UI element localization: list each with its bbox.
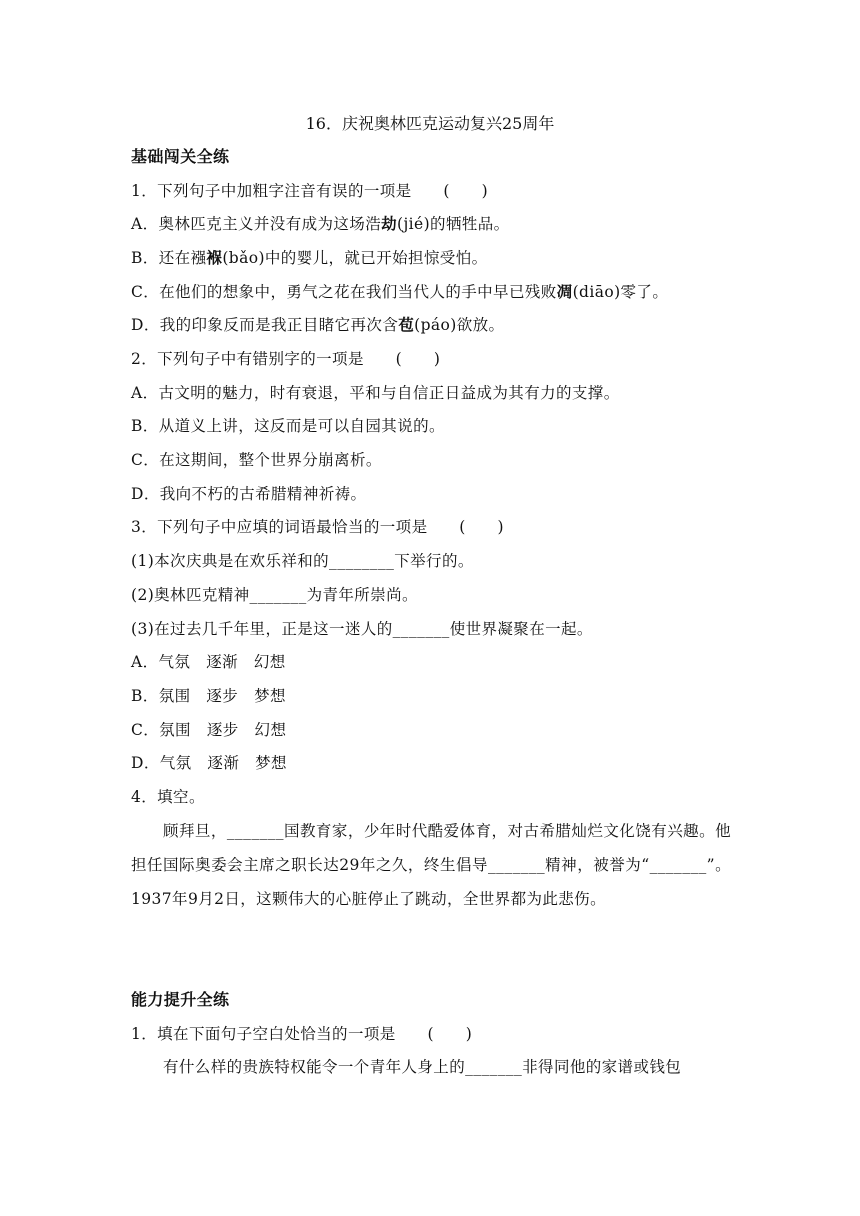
q1-c-pinyin: (diāo)零了。 [572, 283, 669, 301]
q1-b-text: B．还在襁 [131, 249, 207, 267]
q1-stem: 1．下列句子中加粗字注音有误的一项是 ( ) [131, 182, 489, 200]
section-heading-advanced: 能力提升全练 [131, 990, 230, 1009]
q3-option-c: C．氛围 逐步 幻想 [131, 721, 287, 739]
q3-option-a: A．气氛 逐渐 幻想 [131, 653, 286, 671]
q1-option-c [131, 282, 668, 302]
q2-option-b: B．从道义上讲，这反而是可以自园其说的。 [131, 417, 445, 435]
q3-option-b: B．氛围 逐步 梦想 [131, 687, 286, 705]
q4-paragraph: 顾拜旦，_______国教育家，少年时代酷爱体育，对古希腊灿烂文化饶有兴趣。他担任国际奥委会主席之职长达29年之久，终生倡导_______精神，被誉为“_______”。1937年9月2日，这颗伟大的心脏停止了跳动，全世界都为此悲伤。 [131, 822, 731, 908]
q1-a-bold-char: 劫 [381, 214, 398, 233]
q1-d-bold-char: 苞 [398, 315, 415, 334]
q1-b-pinyin: (bǎo)中的婴儿，就已开始担惊受怕。 [222, 249, 488, 267]
page-title: 16．庆祝奥林匹克运动复兴25周年 [305, 114, 555, 133]
q1-a-pinyin: (jié)的牺牲品。 [397, 215, 510, 233]
q2-option-c: C．在这期间，整个世界分崩离析。 [131, 451, 382, 469]
q3-sentence-2: (2)奥林匹克精神_______为青年所崇尚。 [131, 586, 418, 604]
q1-b-bold-char: 褓 [206, 248, 223, 267]
q1-c-text: C．在他们的想象中，勇气之花在我们当代人的手中早已残败 [131, 283, 557, 301]
q1-d-text: D．我的印象反而是我正目睹它再次含 [131, 316, 399, 334]
q2-stem: 2．下列句子中有错别字的一项是 ( ) [131, 350, 441, 368]
q1-a-text: A．奥林匹克主义并没有成为这场浩 [131, 215, 382, 233]
q3-option-d: D．气氛 逐渐 梦想 [131, 754, 287, 772]
q4-stem: 4．填空。 [131, 788, 205, 806]
s2-q1-stem: 1．填在下面句子空白处恰当的一项是 ( ) [131, 1025, 473, 1043]
q1-d-pinyin: (páo)欲放。 [414, 316, 505, 334]
q3-stem: 3．下列句子中应填的词语最恰当的一项是 ( ) [131, 518, 504, 536]
q3-sentence-3: (3)在过去几千年里，正是这一迷人的_______使世界凝聚在一起。 [131, 620, 593, 638]
q2-option-d: D．我向不朽的古希腊精神祈祷。 [131, 485, 367, 503]
s2-q1-paragraph: 有什么样的贵族特权能令一个青年人身上的_______非得同他的家谱或钱包 [163, 1058, 682, 1076]
q1-option-b [131, 248, 488, 268]
q1-option-d [131, 315, 504, 335]
q1-c-bold-char: 凋 [556, 282, 573, 301]
q3-sentence-1: (1)本次庆典是在欢乐祥和的________下举行的。 [131, 552, 474, 570]
section-heading-basic: 基础闯关全练 [131, 147, 230, 166]
q2-option-a: A．古文明的魅力，时有衰退，平和与自信正日益成为其有力的支撑。 [131, 384, 620, 402]
q1-option-a [131, 214, 510, 234]
